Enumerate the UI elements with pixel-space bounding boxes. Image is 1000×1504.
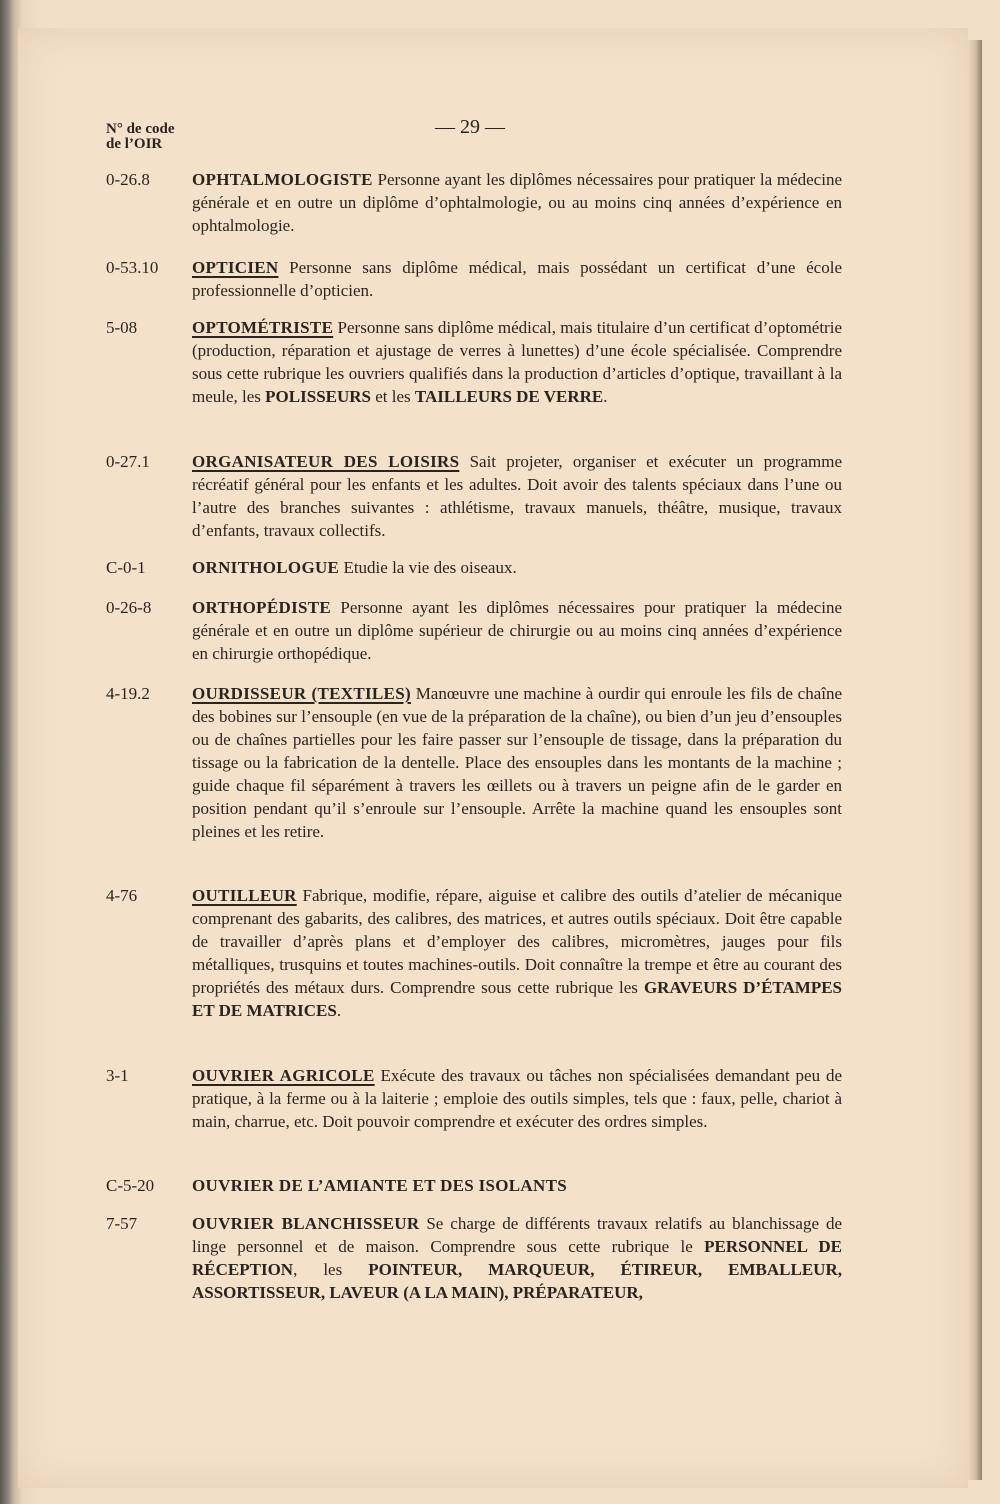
code-header-line2: de l’OIR <box>106 136 163 152</box>
entry-description: Sait projeter, organiser et exécuter un programme récréatif général pour les enfants et les adultes. Doit avoir des talents spéciaux dans l’une ou l’autre des branches suivantes : athlétisme, travaux manuels, théâtre, musique, travaux d’enfants, travaux collectifs. <box>192 452 843 540</box>
entry-code: 4-19.2 <box>106 684 150 703</box>
entry-description: Personne sans diplôme médical, mais possédant un certificat d’une école professionnelle d’opticien. <box>192 258 842 300</box>
entry-text <box>192 556 842 579</box>
entry-term: ORGANISATEUR DES LOISIRS <box>192 452 460 471</box>
page-edge <box>968 40 982 1480</box>
entry-text <box>192 682 842 843</box>
entry-term: OPHTALMOLOGISTE <box>192 170 373 189</box>
entry-code: 5-08 <box>106 318 138 337</box>
entry-text <box>192 1064 842 1133</box>
entry-description: Manœuvre une machine à ourdir qui enroule les fils de chaîne des bobines sur l’ensouple (en vue de la préparation de la chaîne), ou bien d’un jeu d’ensouples ou de chaînes partielles pour les faire passer sur l’ensouple de tissage, dans la préparation du tissage ou la fabrication de la dentelle. Place des ensouples dans les montants de la machine ; guide chaque fil séparément à travers les œillets ou à travers un peigne afin de le garder en position pendant qu’il s’enroule sur l’ensouple. Arrête la machine quand les ensouples sont pleines et les retire. <box>192 684 843 841</box>
cross-reference-term: POLISSEURS <box>265 387 371 406</box>
entry-term: OURDISSEUR (TEXTILES) <box>192 684 411 703</box>
entry-code: 7-57 <box>106 1214 138 1233</box>
page-number: — 29 — <box>435 116 505 138</box>
entry-code: 3-1 <box>106 1066 129 1085</box>
entry-description-cont: et les <box>371 387 415 406</box>
entry-code: 0-27.1 <box>106 452 150 471</box>
entry-description-cont: , les <box>293 1260 369 1279</box>
entry-description-end: . <box>336 1001 342 1020</box>
entry-text <box>192 256 842 302</box>
entry-description: Personne ayant les diplômes nécessaires pour pratiquer la médecine générale et en outre un diplôme d’ophtalmologie, ou au moins cinq années d’expérience en ophtalmologie. <box>192 170 842 235</box>
entry-description: Etudie la vie des oiseaux. <box>339 558 517 577</box>
entry-description: Se charge de différents travaux relatifs au blanchissage de linge personnel et de maison. Comprendre sous cette rubrique le <box>192 1214 842 1256</box>
entry-term: OPTICIEN <box>192 258 279 277</box>
entry-code: 4-76 <box>106 886 138 905</box>
entry-description: Personne ayant les diplômes nécessaires pour pratiquer la médecine générale et en outre un diplôme supérieur de chirurgie ou au moins cinq années d’expérience en chirurgie orthopédique. <box>192 598 842 663</box>
entry-term: OUVRIER AGRICOLE <box>192 1066 375 1085</box>
entry-code: 0-26.8 <box>106 170 150 189</box>
entry-text <box>192 316 842 408</box>
entry-term: ORTHOPÉDISTE <box>192 598 332 617</box>
entry-text <box>192 168 842 237</box>
cross-reference-term: POINTEUR, MARQUEUR, ÉTIREUR, EMBALLEUR, ASSORTISSEUR, LAVEUR (A LA MAIN), PRÉPARATEUR, <box>192 1260 842 1302</box>
entry-term: OPTOMÉTRISTE <box>192 318 334 337</box>
entry-code: 0-26-8 <box>106 598 152 617</box>
entry-term: OUTILLEUR <box>192 886 297 905</box>
entry-code: C-5-20 <box>106 1176 155 1195</box>
code-header-line1: N° de code <box>106 121 175 137</box>
entry-term: OUVRIER BLANCHISSEUR <box>192 1214 420 1233</box>
entry-text <box>192 884 842 1022</box>
cross-reference-term: TAILLEURS DE VERRE <box>414 387 604 406</box>
entry-description-end: . <box>603 387 608 406</box>
entry-text <box>192 1174 842 1197</box>
entry-text <box>192 1212 842 1304</box>
entry-term: ORNITHOLOGUE <box>192 558 340 577</box>
cross-reference-term: PERSONNEL DE RÉCEPTION <box>192 1237 842 1279</box>
entry-text <box>192 450 842 542</box>
entry-term: OUVRIER DE L’AMIANTE ET DES ISOLANTS <box>192 1176 567 1195</box>
entry-code: 0-53.10 <box>106 258 159 277</box>
entry-text <box>192 596 842 665</box>
entry-code: C-0-1 <box>106 558 146 577</box>
entry-description: Personne sans diplôme médical, mais titulaire d’un certificat d’optométrie (production, réparation et ajustage de verres à lunettes) d’une école spécialisée. Comprendre sous cette rubrique les ouvriers qualifiés dans la production d’articles d’optique, travaillant à la meule, les <box>192 318 842 406</box>
entry-description: Exécute des travaux ou tâches non spécialisées demandant peu de pratique, à la ferme ou à la laiterie ; emploie des outils simples, tels que : faux, pelle, chariot à main, charrue, etc. Doit pouvoir comprendre et exécuter des ordres simples. <box>192 1066 843 1131</box>
cross-reference-term: GRAVEURS D’ÉTAMPES ET DE MATRICES <box>192 978 842 1020</box>
entry-description: Fabrique, modifie, répare, aiguise et calibre des outils d’atelier de mécanique comprenant des gabarits, des calibres, des matrices, et autres outils spéciaux. Doit être capable de travailler d’après plans et d’employer des calibres, micromètres, jauges pour fils métalliques, trusquins et toutes machines-outils. Doit connaître la trempe et être au courant des propriétés des métaux durs. Comprendre sous cette rubrique les <box>192 886 842 997</box>
